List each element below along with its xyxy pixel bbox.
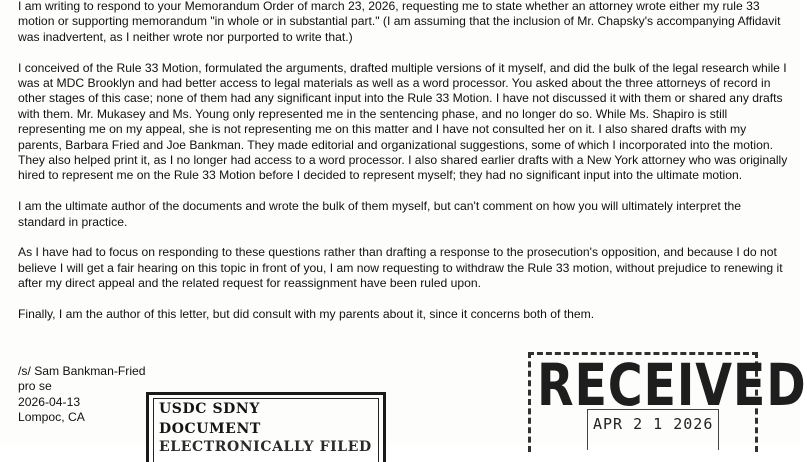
received-stamp-date: APR 2 1 2026 [593, 415, 714, 433]
received-stamp-word: RECEIVED [537, 351, 807, 419]
signature-block [18, 364, 146, 426]
signature-name: /s/ Sam Bankman-Fried [18, 364, 146, 378]
signature-status: pro se [18, 379, 52, 394]
stamp-filed-line: ELECTRONICALLY FILED [159, 439, 372, 455]
stamp-document-line: DOCUMENT [159, 421, 261, 437]
letter-body [18, 0, 788, 338]
signature-date: 2026-04-13 [18, 394, 81, 409]
received-stamp [528, 351, 807, 452]
letter-paragraph-2: I conceived of the Rule 33 Motion, formulated the arguments, drafted multiple versions of it myself, and did the bulk of the legal research while I was at MDC Brooklyn and had better access to legal materials as well as a word processor. You asked about the three attorneys of record in other stages of this case; none of them had any significant input into the Rule 33 Motion. I have not discussed it with them or shared any drafts with them. Mr. Mukasey and Ms. Young only represented me in the sentencing phase, and no longer do so. While Ms. Shapiro is still representing me on my appeal, she is not representing me on this matter and I have not consulted her on it. I also shared drafts with my parents, Barbara Fried and Joe Bankman. They made editorial and organizational suggestions, some of which I incorporated into the motion. They also helped print it, as I no longer had access to a word processor. I also shared earlier drafts with a New York attorney who was originally hired to represent me on the Rule 33 Motion before I decided to represent myself; they had no significant input into the ultimate motion. [18, 60, 788, 183]
stamp-court-line: USDC SDNY [159, 401, 260, 417]
usdc-sdny-stamp [146, 392, 386, 462]
letter-paragraph-3: I am the ultimate author of the documents and wrote the bulk of them myself, but can't comment on how you will ultimately interpret the standard in practice. [18, 199, 742, 229]
letter-paragraph-1: I am writing to respond to your Memorandum Order of march 23, 2026, requesting me to state whether an attorney wrote either my rule 33 motion or supporting memorandum "in whole or in substantial part." (I am assuming that the inclusion of Mr. Chapsky's accompanying Affidavit was inadvertent, as I neither wrote nor purported to write that.) [18, 0, 781, 44]
letter-paragraph-5: Finally, I am the author of this letter, but did consult with my parents about it, since it concerns both of them. [18, 307, 595, 322]
signature-location: Lompoc, CA [18, 410, 85, 425]
letter-paragraph-4: As I have had to focus on responding to these questions rather than drafting a response to the prosecution's opposition, and because I do not believe I will get a fair hearing on this topic in front of you, I am now requesting to withdraw the Rule 33 motion, without prejudice to renewing it after my direct appeal and the related request for reassignment have been ruled upon. [18, 245, 783, 291]
